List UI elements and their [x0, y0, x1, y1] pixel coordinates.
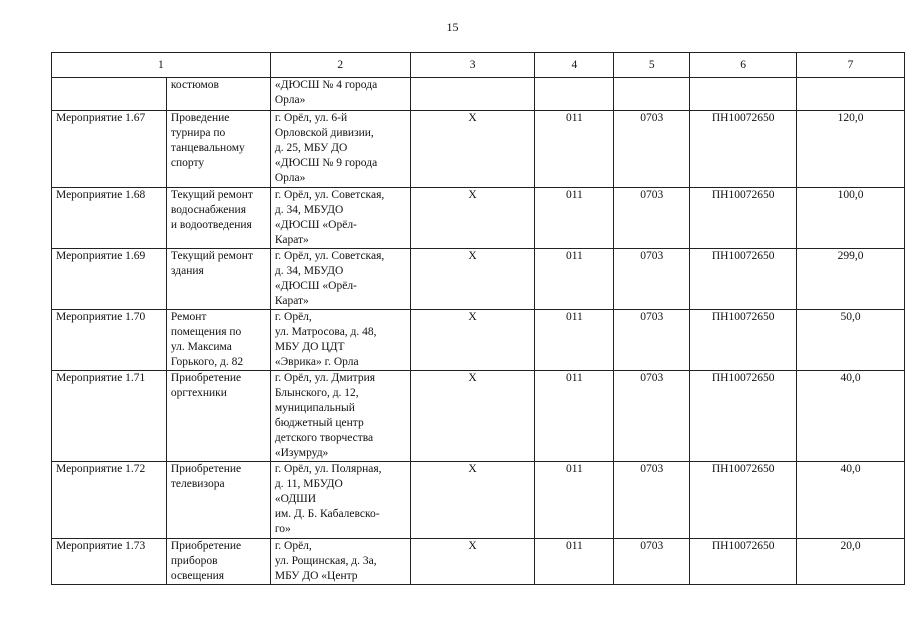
header-cell-2: 2 — [270, 53, 410, 78]
measure-id-cell: Мероприятие 1.69 — [52, 249, 167, 310]
header-cell-7: 7 — [797, 53, 905, 78]
name-cell: костюмов — [166, 78, 270, 111]
col3-cell: Х — [410, 462, 535, 539]
empty-cell — [614, 78, 690, 111]
address-cell: г. Орёл, ул. Советская, д. 34, МБУДО «ДЮСШ «Орёл- Карат» — [270, 188, 410, 249]
col7-cell: 40,0 — [797, 371, 905, 462]
col5-cell: 0703 — [614, 310, 690, 371]
empty-cell — [690, 78, 797, 111]
header-cell-1: 1 — [52, 53, 271, 78]
name-cell: Приобретение приборов освещения — [166, 539, 270, 585]
col7-cell: 40,0 — [797, 462, 905, 539]
address-cell: г. Орёл, ул. Советская, д. 34, МБУДО «ДЮСШ «Орёл- Карат» — [270, 249, 410, 310]
col5-cell: 0703 — [614, 462, 690, 539]
col4-cell: 011 — [535, 310, 614, 371]
empty-cell — [535, 78, 614, 111]
name-cell: Текущий ремонт здания — [166, 249, 270, 310]
measure-id-cell: Мероприятие 1.68 — [52, 188, 167, 249]
header-cell-3: 3 — [410, 53, 535, 78]
table-header-row — [52, 53, 905, 78]
col6-cell: ПН10072650 — [690, 539, 797, 585]
measure-id-cell: Мероприятие 1.71 — [52, 371, 167, 462]
col5-cell: 0703 — [614, 188, 690, 249]
col6-cell: ПН10072650 — [690, 249, 797, 310]
col6-cell: ПН10072650 — [690, 111, 797, 188]
col6-cell: ПН10072650 — [690, 310, 797, 371]
budget-table — [51, 52, 905, 585]
measure-id-cell: Мероприятие 1.72 — [52, 462, 167, 539]
address-cell: г. Орёл, ул. 6-й Орловской дивизии, д. 25, МБУ ДО «ДЮСШ № 9 города Орла» — [270, 111, 410, 188]
col3-cell: Х — [410, 111, 535, 188]
col7-cell: 20,0 — [797, 539, 905, 585]
col3-cell: Х — [410, 539, 535, 585]
col6-cell: ПН10072650 — [690, 371, 797, 462]
table-row — [52, 310, 905, 371]
empty-cell — [797, 78, 905, 111]
col7-cell: 100,0 — [797, 188, 905, 249]
table-row — [52, 188, 905, 249]
empty-cell — [410, 78, 535, 111]
page-number: 15 — [446, 20, 459, 34]
col3-cell: Х — [410, 188, 535, 249]
col4-cell: 011 — [535, 249, 614, 310]
col7-cell: 120,0 — [797, 111, 905, 188]
col4-cell: 011 — [535, 111, 614, 188]
address-cell: «ДЮСШ № 4 города Орла» — [270, 78, 410, 111]
col3-cell: Х — [410, 310, 535, 371]
col7-cell: 299,0 — [797, 249, 905, 310]
col3-cell: Х — [410, 249, 535, 310]
col5-cell: 0703 — [614, 539, 690, 585]
col7-cell: 50,0 — [797, 310, 905, 371]
col4-cell: 011 — [535, 539, 614, 585]
col5-cell: 0703 — [614, 371, 690, 462]
col5-cell: 0703 — [614, 249, 690, 310]
measure-id-cell: Мероприятие 1.70 — [52, 310, 167, 371]
continuation-row — [52, 78, 905, 111]
name-cell: Проведение турнира по танцевальному спорту — [166, 111, 270, 188]
col5-cell: 0703 — [614, 111, 690, 188]
header-cell-4: 4 — [535, 53, 614, 78]
measure-id-cell: Мероприятие 1.73 — [52, 539, 167, 585]
table-row — [52, 249, 905, 310]
header-cell-5: 5 — [614, 53, 690, 78]
table-row — [52, 371, 905, 462]
col4-cell: 011 — [535, 188, 614, 249]
table-row — [52, 462, 905, 539]
table-row — [52, 539, 905, 585]
name-cell: Текущий ремонт водоснабжения и водоотведения — [166, 188, 270, 249]
header-cell-6: 6 — [690, 53, 797, 78]
col6-cell: ПН10072650 — [690, 462, 797, 539]
address-cell: г. Орёл, ул. Матросова, д. 48, МБУ ДО ЦДТ «Эврика» г. Орла — [270, 310, 410, 371]
address-cell: г. Орёл, ул. Дмитрия Блынского, д. 12, муниципальный бюджетный центр детского творчества «Изумруд» — [270, 371, 410, 462]
address-cell: г. Орёл, ул. Полярная, д. 11, МБУДО «ОДШИ им. Д. Б. Кабалевско- го» — [270, 462, 410, 539]
col3-cell: Х — [410, 371, 535, 462]
measure-id-cell: Мероприятие 1.67 — [52, 111, 167, 188]
table-row — [52, 111, 905, 188]
address-cell: г. Орёл, ул. Рощинская, д. 3а, МБУ ДО «Центр — [270, 539, 410, 585]
empty-id-cell — [52, 78, 167, 111]
name-cell: Приобретение телевизора — [166, 462, 270, 539]
name-cell: Ремонт помещения по ул. Максима Горького, д. 82 — [166, 310, 270, 371]
col4-cell: 011 — [535, 462, 614, 539]
col4-cell: 011 — [535, 371, 614, 462]
col6-cell: ПН10072650 — [690, 188, 797, 249]
name-cell: Приобретение оргтехники — [166, 371, 270, 462]
